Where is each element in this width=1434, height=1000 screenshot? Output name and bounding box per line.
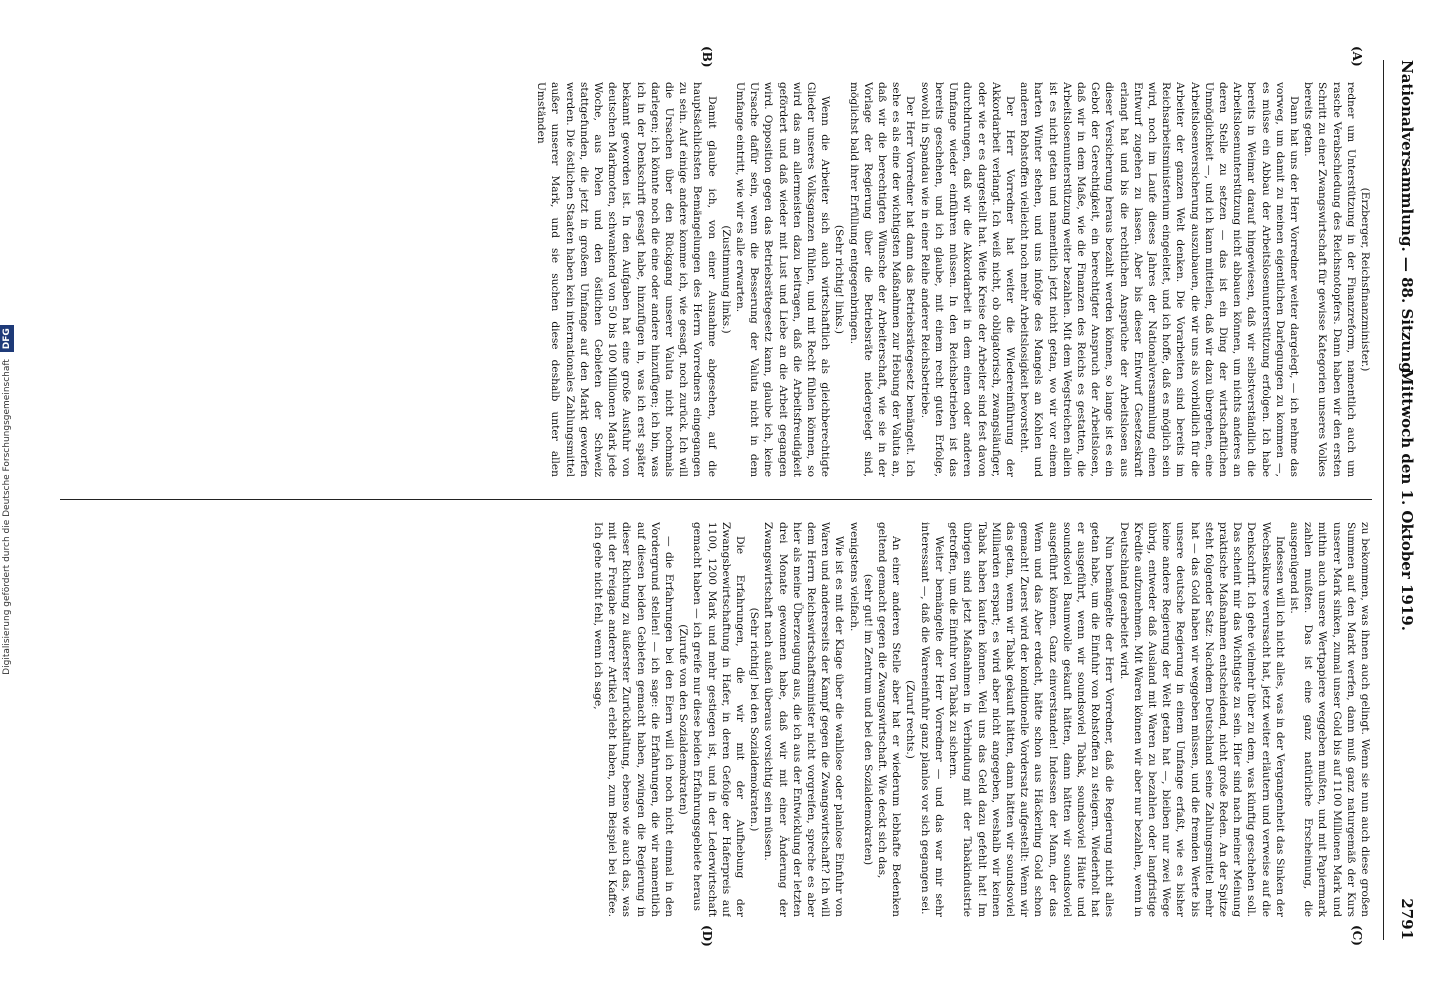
- paragraph: An einer anderen Stelle aber hat er wiederum lebhafte Bedenken geltend gemacht gegen die Zwangswirtschaft. Wie deckt sich das,: [876, 522, 903, 917]
- paragraph: zu bekommen, was ihnen auch gelingt. Wenn sie nun auch diese großen Summen auf den Markt werfen, dann muß ganz naturgemäß der Kurs unserer Mark sinken, zumal unser Gold bis auf 1100 Millionen Mark und mithin auch unsere Wertpapiere weggeben mußten, und mit Papiermark zahlen mußten. Das ist eine ganz natürliche Erscheinung, die ausgenügend ist.: [1287, 522, 1371, 917]
- interjection: (Zuruf rechts.): [904, 680, 917, 759]
- footer-text: Digitalisierung gefördert durch die Deutsche Forschungsgemeinschaft: [2, 359, 12, 675]
- paragraph: wenigstens vielfach.: [847, 522, 860, 632]
- interjection: (Sehr richtig! links.): [833, 224, 846, 335]
- footer-strip: [0, 0, 14, 1000]
- margin-mark-b: (B): [700, 46, 714, 68]
- paragraph: Wie ist es mit der Klage über die wahllose oder planlose Einfuhr von Waren und andererseits der Kampf gegen die Zwangswirtschaft? Ich will dem Herrn Reichswirtschaftsminister nicht vorgreifen, spreche es aber hier als meine Überzeugung aus, die ich aus der Entwicklung der letzten drei Monate gewonnen habe, daß wir mit einer Änderung der Zwangswirtschaft nach außen überaus vorsichtig sein müssen.: [762, 522, 846, 917]
- interjection: (sehr gut! im Zentrum und bei den Sozialdemokraten): [861, 573, 874, 866]
- left-column: [57, 82, 1372, 477]
- page-header: [1388, 60, 1416, 940]
- header-left: Nationalversammlung. — 88. Sitzung.: [1398, 60, 1416, 378]
- header-rule: [1383, 60, 1384, 940]
- margin-mark-d: (D): [700, 925, 714, 947]
- dfg-logo: DFG: [0, 325, 14, 352]
- paragraph: Wenn die Arbeiter sich auch wirtschaftlich als gleichberechtigte Glieder unseres Volksganzen fühlen, und mit Recht fühlen können, so wird das am allermeisten dazu beitragen, daß die Arbeitsfreudigkeit gefördert und daß wieder mit Lust und Liebe an die Arbeit gegangen wird. Opposition gegen das Betriebsrätegesetz kann, glaube ich, keine Ursache dafür sein, wenn die Besserung der Valuta nicht in dem Umfange eintritt, wie wir es alle erwarten.: [734, 82, 832, 477]
- header-date: Mittwoch den 1. Oktober 1919.: [1398, 369, 1416, 631]
- paragraph: Nun bemängelte der Herr Vorredner, daß die Regierung nicht alles getan habe, um die Einfuhr von Rohstoffen zu steigern. Wiederholt hat er ausgeführt, wenn wir soundsoviel Tabak, soundsoviel Häute und soundsoviel Baumwolle gekauft hätten, dann hätten wir soundsoviel ausgeführt können. Ganz einverstanden! Indessen der Mann, der das Wenn und das Aber erdacht, hätte schon aus Häckerling Gold schon gemacht! Zuerst wird der konditionelle Vordersatz aufgestellt: Wenn wir das getan, wenn wir Tabak gekauft hätten, dann hätten wir soundsoviel Milliarden erspart; es wird aber nicht angegeben, weshalb wir keinen Tabak haben kaufen können. Weil uns das Geld dazu gefehlt hat! Im übrigen sind jetzt Maßnahmen in Verbindung mit der Tabakindustrie getroffen, um die Einfuhr von Tabak zu sichern.: [947, 522, 1116, 917]
- margin-mark-a: (A): [1350, 46, 1364, 67]
- speaker-line: (Erzberger, Reichsfinanzminister.): [1359, 187, 1371, 372]
- paragraph: Weiter bemängelte der Herr Vorredner — und das war mir sehr interessant —, daß die Wareneinfuhr ganz planlos vor sich gegangen sei.: [918, 522, 945, 917]
- paragraph: Der Herr Vorredner hat dann das Betriebsrätegesetz bemängelt. Ich sehe es als eine der wichtigsten Maßnahmen zur Hebung der Valuta an, daß wir die berechtigten Wünsche der Arbeiterschaft, wie sie in der Vorlage der Regierung über die Betriebsräte niedergelegt sind, möglichst bald ihrer Erfüllung entgegenbringen.: [847, 82, 917, 477]
- margin-mark-c: (C): [1350, 925, 1364, 946]
- paragraph: Dann hat uns der Herr Vorredner weiter dargelegt, — ich nehme das vorweg, um damit zu meinen eigentlichen Darlegungen zu kommen —, es müsse ein Abbau der Arbeitslosenunterstützung erfolgen. Ich habe bereits in Weimar darauf hingewiesen, daß wir selbstverständlich die Arbeitslosenunterstützung nicht abbauen können, um nichts anderes an deren Stelle zu setzen — das ist ein Ding der wirtschaftlichen Unmöglichkeit —, und ich kann mitteilen, daß wir dazu übergehen, eine Arbeitslosenversicherung auszubauen, die wir uns als vorbildlich für die Arbeiter der ganzen Welt denken. Die Vorarbeiten sind bereits im Reichsarbeitsministerium eingeleitet, und ich hoffe, daß es möglich sein wird, noch im Laufe dieses Jahres der Nationalversammlung einen Entwurf zugehen zu lassen. Aber bis dieser Entwurf Gesetzeskraft erlangt hat und bis die rechtlichen Ansprüche der Arbeitslosen aus dieser Versicherung heraus bezahlt werden können, so lange ist es ein Gebot der Gerechtigkeit, ein berechtigter Anspruch der Arbeitslosen, daß wir in dem Maße, wie die Finanzen des Reichs es gestatten, die Arbeitslosenunterstützung weiter bezahlen. Mit dem Wegstreichen allein ist es nicht getan und namentlich jetzt nicht getan, wo wir vor einem harten Winter stehen, und uns infolge des Mangels an Kohlen und anderen Rohstoffen vielleicht noch mehr Arbeitslosigkeit bevorsteht.: [1018, 82, 1300, 477]
- interjection: (Zustimmung links.): [719, 225, 732, 334]
- paragraph: Die Erfahrungen, die wir mit der Aufhebung der Zwangsbewirtschaftung in Hafer, in deren Gefolge der Haferpreis auf 1100, 1200 Mark und mehr gestiegen ist, und in der Lederwirtschaft gemacht haben — ich greife nur diese beiden Erfahrungsgebiete heraus: [691, 522, 747, 917]
- paragraph: redner um Unterstützung in der Finanzreform, namentlich auch um rasche Verabschiedung des Reichsnotopfers. Dann haben wir den ersten Schritt zu einer Zwangswirtschaft für gewisse Kategorien unseres Volkes bereits getan.: [1302, 82, 1357, 477]
- right-column: [57, 522, 1372, 917]
- paragraph: Der Herr Vorredner hat weiter die Wiedereinführung der Akkordarbeit verlangt. Ich weiß nicht, ob obligatorisch, zwangsläufiger, oder wie er es dargestellt hat. Weite Kreise der Arbeiter sind fest davon durchdrungen, daß wir die Akkordarbeit in dem einen oder anderen Umfange wieder einführen müssen. In den Reichsbetrieben ist das bereits geschehen, und ich glaube, mit einem recht guten Erfolge, sowohl in Spandau wie in einer Reihe anderer Reichsbetriebe.: [918, 82, 1016, 477]
- paragraph: Indessen will ich nicht alles, was in der Vergangenheit das Sinken der Wechselkurse verursacht hat, jetzt weiter erläutern und verweise auf die Denkschrift. Ich gehe vielmehr über zu dem, was künftig geschehen soll. Das scheint mir das Wichtigste zu sein. Hier sind nach meiner Meinung praktische Maßnahmen entscheidend, nicht große Reden. An der Spitze steht folgender Satz: Nachdem Deutschland seine Zahlungsmittel mehr hat — das Gold haben wir weggeben müssen, und die fremden Werte bis unsere deutsche Regierung in einem Umfange erfaßt, wie es bisher keine andere Regierung der Welt getan hat —, bleiben nur zwei Wege übrig, entweder daß Ausland mit Waren zu bezahlen oder langfristige Kredite aufzunehmen. Mit Waren können wir aber nur bezahlen, wenn in Deutschland gearbeitet wird.: [1117, 522, 1286, 917]
- paragraph: Damit glaube ich, von einer Ausnahme abgesehen, auf die hauptsächlichsten Bemängelungen des Herrn Vorredners eingegangen zu sein. Auf einige andere komme ich, wie gesagt, noch zurück. Ich will die Ursachen über den Rückgang unserer Valuta nicht nochmals darlegen; ich könnte noch die eine oder andere hinzufügen; ich bin, was ich in der Denkschrift gesagt habe, hinzufügen in, was ich erst später bekannt geworden ist. In den Aufgaben hat eine große Ausfuhr von deutschen Markmoten, schwankend von 50 bis 100 Millionen Mark jede Woche, aus Polen und den östlichen Gebieten der Schweiz stattgefunden, die jetzt in großem Umfange auf den Markt geworfen werden. Die östlichen Staaten haben kein internationales Zahlungsmittel außer unserer Mark, und sie suchen diese deshalb unter allen Umständen: [535, 82, 718, 477]
- column-divider: [60, 499, 1372, 500]
- interjection: (Zurufe von den Sozialdemokraten): [677, 624, 690, 815]
- interjection: (Sehr richtig! bei den Sozialdemokraten.): [748, 607, 761, 832]
- page-number: 2791: [1398, 898, 1416, 940]
- paragraph: — die Erfahrungen bei den Eiern will ich noch nicht einmal in den Vordergrund stellen! — ich sage: die Erfahrungen, die wir namentlich auf diesen beiden Gebieten gemacht haben, zwingen die Regierung in dieser Richtung zu äußerster Zurückhaltung, ebenso wie auch das, was mit der Freigabe anderer Artikel erlebt haben, zum Beispiel bei Kaffee. Ich gehe nicht fehl, wenn ich sage,: [592, 522, 676, 917]
